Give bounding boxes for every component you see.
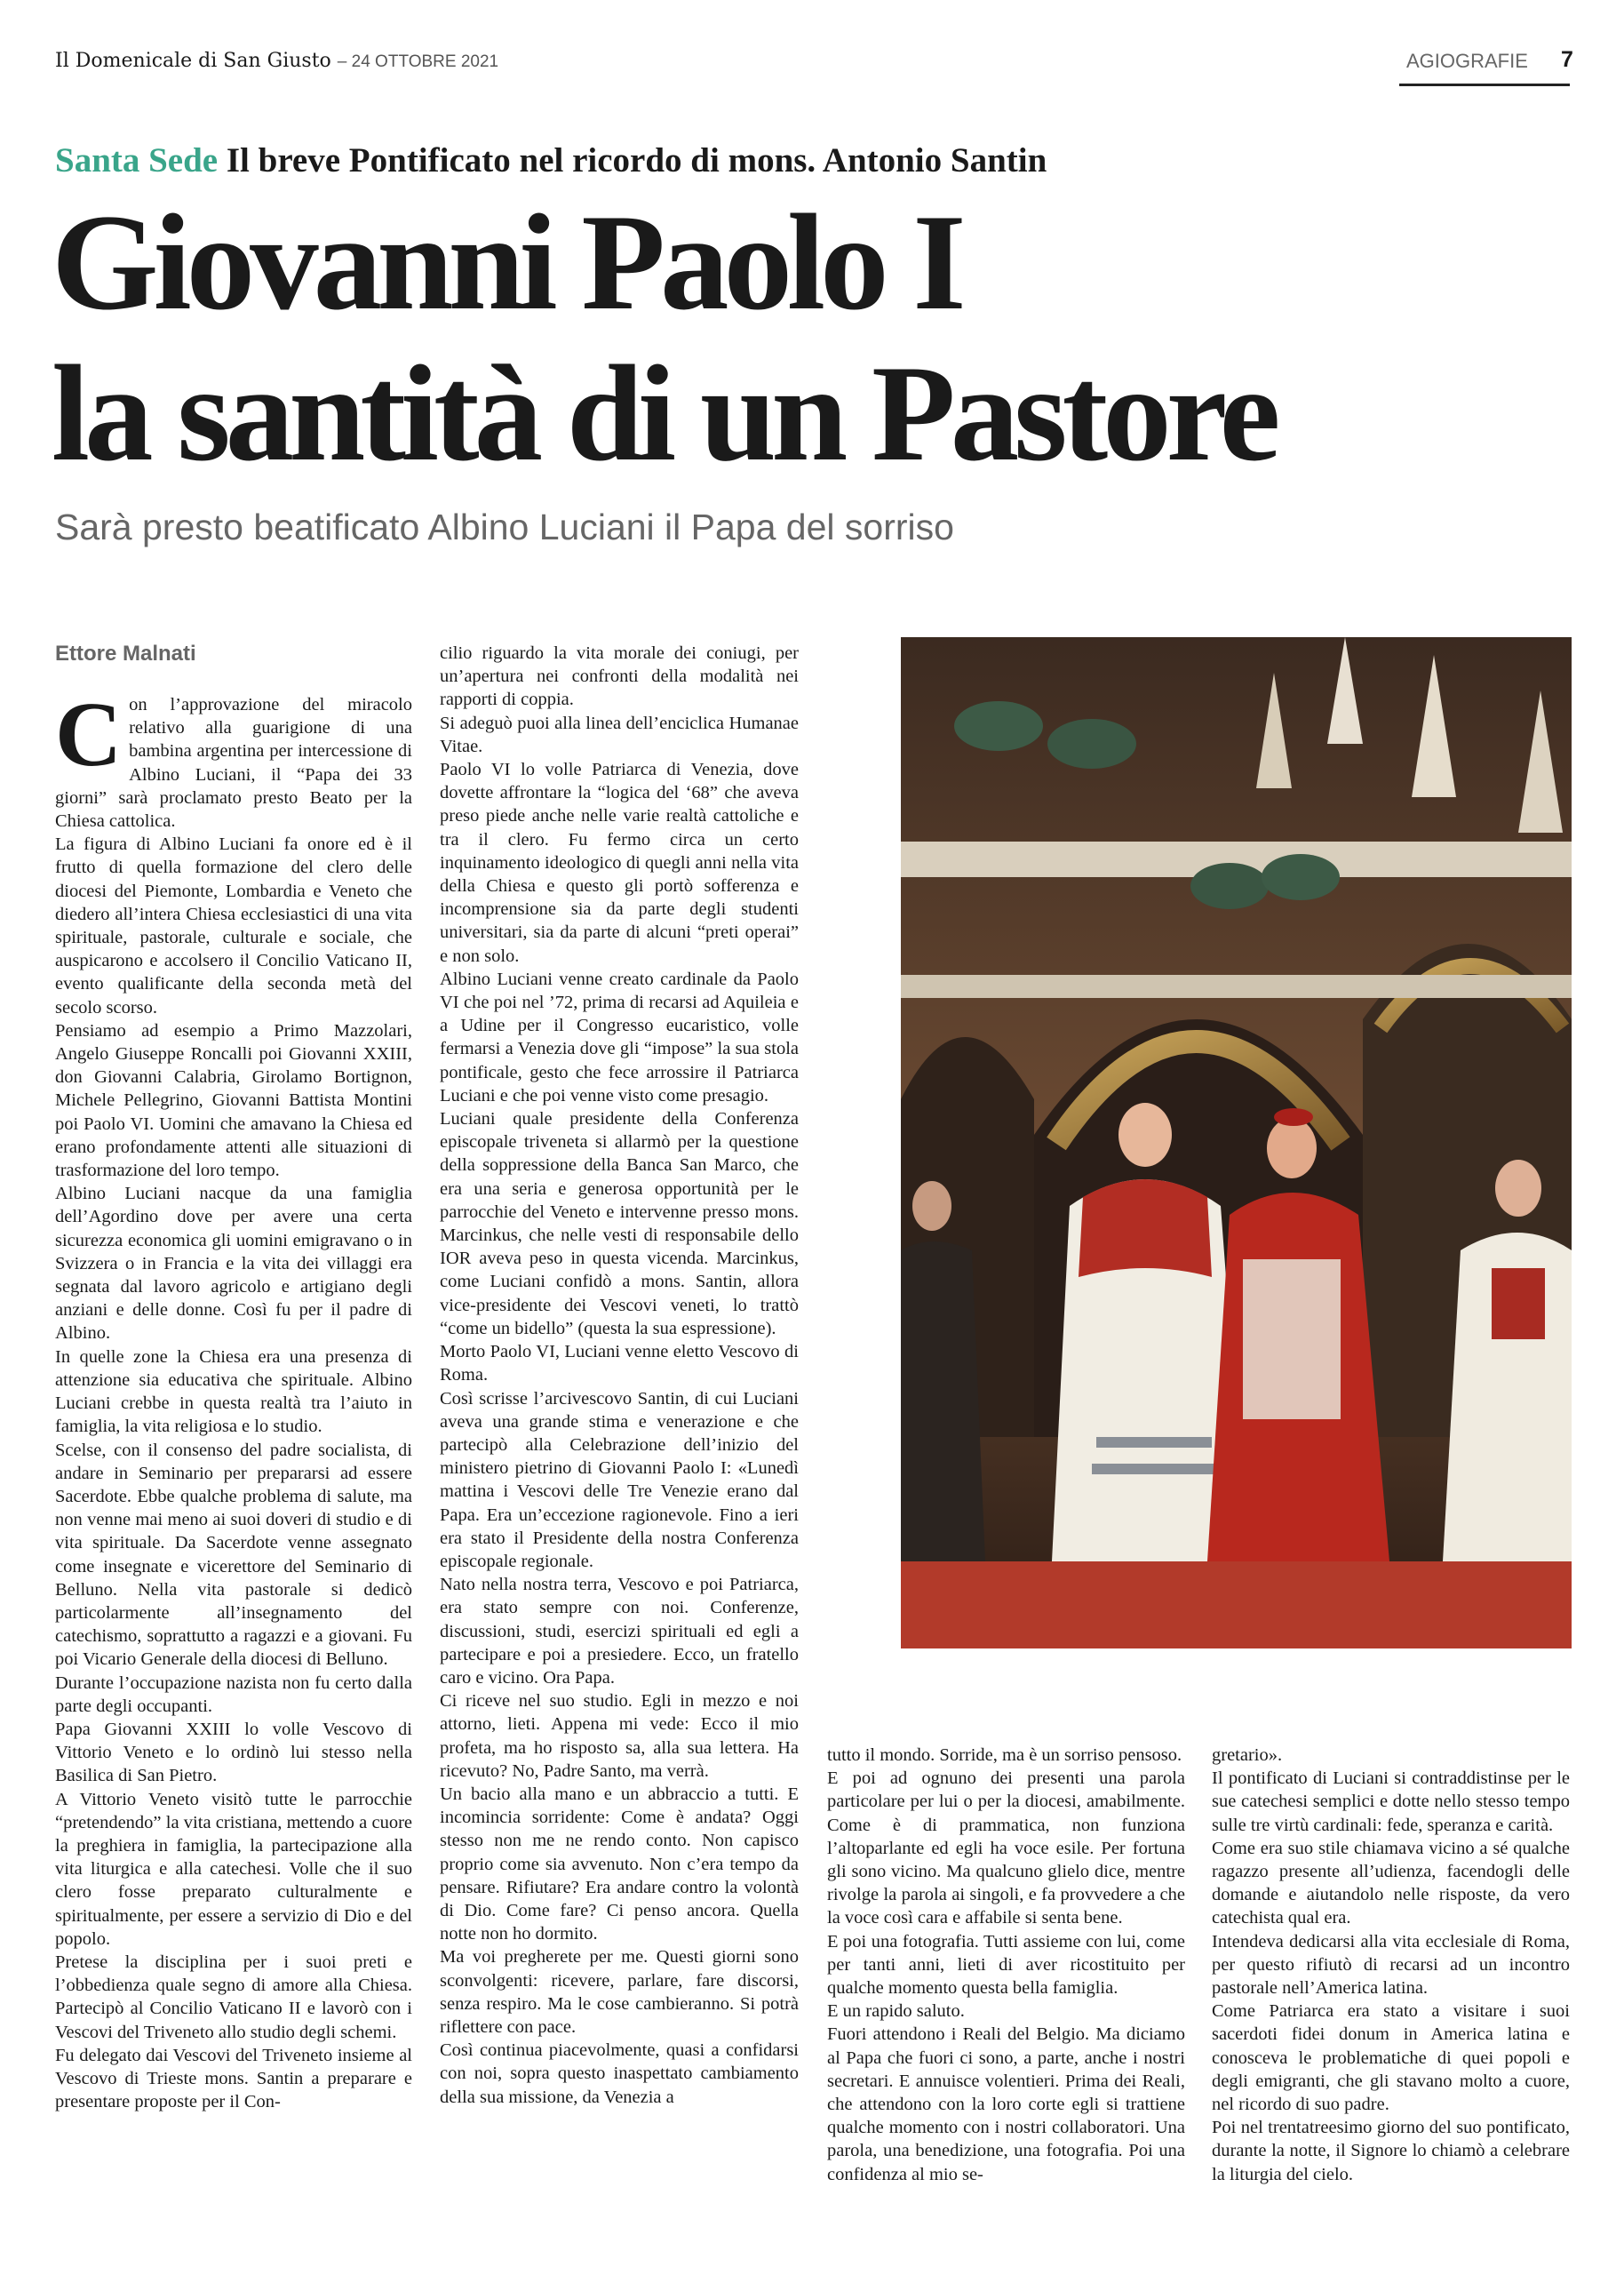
- text-column-3: [827, 1744, 1185, 2248]
- issue-date: – 24 OTTOBRE 2021: [337, 52, 499, 71]
- paragraph: Poi nel trentatreesimo giorno del suo pontificato, durante la notte, il Signore lo chiamò a celebrare la liturgia del cielo.: [1212, 2118, 1570, 2184]
- paragraph: Durante l’occupazione nazista non fu certo dalla parte degli occupanti.: [55, 1672, 412, 1716]
- paragraph: Il pontificato di Luciani si contraddistinse per le sue catechesi semplici e dotte nello stesso tempo sulle tre virtù cardinali: fede, speranza e carità.: [1212, 1768, 1570, 1835]
- text-column-1: [55, 683, 412, 2248]
- paragraph: Si adeguò puoi alla linea dell’enciclica Humanae Vitae.: [440, 713, 799, 756]
- masthead: [55, 50, 498, 72]
- paragraph: Così scrisse l’arcivescovo Santin, di cui Luciani aveva una grande stima e venerazione e che partecipò alla Celebrazione dell’inizio del ministero pietrino di Giovanni Paolo I: «Lunedì mattina i Vescovi delle Tre Venezie erano dal Papa. Era un’eccezione ragionevole. Fino a ieri era stato il Presidente della nostra Conferenza episcopale regionale.: [440, 1388, 799, 1571]
- paragraph: Nato nella nostra terra, Vescovo e poi Patriarca, era stato sempre con noi. Conferenze, discussioni, studi, esercizi spirituali ed egli a partecipare e poi a presiedere. Ecco, un fratello caro e vicino. Ora Papa.: [440, 1575, 799, 1688]
- paragraph: Albino Luciani venne creato cardinale da Paolo VI che poi nel ’72, prima di recarsi ad Aquileia e a Udine per il Congresso eucaristico, volle fermarsi a Venezia dove gli “impose” la sua stola pontificale, gesto che fece arrossire il Patriarca Luciani e che poi venne visto come presagio.: [440, 969, 799, 1106]
- drop-cap: C: [55, 683, 123, 786]
- photo-illustration: [901, 637, 1572, 1648]
- kicker: [55, 140, 1047, 180]
- text-column-2: [440, 642, 799, 2248]
- headline-line-1: Giovanni Paolo I: [52, 186, 961, 339]
- paragraph: Intendeva dedicarsi alla vita ecclesiale di Roma, per questo rifiutò di recarsi ad un incontro pastorale nell’America latina.: [1212, 1931, 1570, 1999]
- paragraph: In quelle zone la Chiesa era una presenza di attenzione sia educativa che spirituale. Albino Luciani crebbe in questa realtà tra l’aiuto in famiglia, la vita religiosa e lo studio.: [55, 1346, 412, 1437]
- paragraph: on l’approvazione del miracolo relativo alla guarigione di una bambina argentina per intercessione di Albino Luciani, il “Papa dei 33 giorni” sarà proclamato presto Beato per la Chiesa cattolica.: [55, 695, 412, 832]
- paragraph: A Vittorio Veneto visitò tutte le parrocchie “pretendendo” la vita cristiana, mettendo a cuore la preghiera in famiglia, la partecipazione alla vita liturgica e alla catechesi. Volle che il suo clero fosse preparato culturalmente e spiritualmente, per essere a servizio di Dio e del popolo.: [55, 1789, 412, 1949]
- paragraph: Come Patriarca era stato a visitare i suoi sacerdoti fidei donum in America latina e conosceva le problematiche di quei popoli e degli emigranti, che gli stavano molto a cuore, nel ricordo di suo padre.: [1212, 2001, 1570, 2115]
- paragraph: Scelse, con il consenso del padre socialista, di andare in Seminario per prepararsi ad essere Sacerdote. Ebbe qualche problema di salute, ma non venne mai meno ai suoi doveri di studio e di vita spirituale. Da Sacerdote venne assegnato come insegnate e vicerettore del Seminario di Belluno. Nella vita pastorale si dedicò particolarmente all’insegnamento del catechismo, soprattutto a ragazzi e a giovani. Fu poi Vicario Generale della diocesi di Belluno.: [55, 1440, 412, 1670]
- paragraph: Luciani quale presidente della Conferenza episcopale triveneta si allarmò per la questione della soppressione della Banca San Marco, che era una seria e generosa opportunità per le parrocchie del Veneto e intervenne presso mons. Marcinkus, che nelle vesti di responsabile dello IOR aveva peso in questa vicenda. Marcinkus, come Luciani confidò a mons. Santin, allora vice-presidente dei Vescovi veneti, lo trattò “come un bidello” (questa la sua espressione).: [440, 1109, 799, 1338]
- paragraph: E poi ad ognuno dei presenti una parola particolare per lui o per la diocesi, amabilmente. Come è di prammatica, non funziona l’altoparlante ed egli ha voce esile. Per fortuna gli sono vicino. Ma qualcuno glielo dice, mentre rivolge la parola ai singoli, e fa provvedere a che la voce così cara e affabile si senta bene.: [827, 1768, 1185, 1928]
- paragraph: Come era suo stile chiamava vicino a sé qualche ragazzo presente all’udienza, facendogli delle domande e aiutandolo nelle risposte, da vero catechista qual era.: [1212, 1838, 1570, 1928]
- paragraph: Papa Giovanni XXIII lo volle Vescovo di Vittorio Veneto e lo ordinò lui stesso nella Basilica di San Pietro.: [55, 1719, 412, 1786]
- paragraph: Pretese la disciplina per i suoi preti e l’obbedienza quale segno di amore alla Chiesa. Partecipò al Concilio Vaticano II e lavorò con i Vescovi del Triveneto allo studio degli schemi.: [55, 1952, 412, 2042]
- kicker-section: Santa Sede: [55, 141, 219, 180]
- paragraph: E un rapido saluto.: [827, 2001, 965, 2022]
- article-photo: [901, 637, 1572, 1648]
- paragraph: Albino Luciani nacque da una famiglia dell’Agordino dove per avere una certa sicurezza economica gli uomini emigravano o in Svizzera o in Francia e la vita dei villaggi era segnata dal lavoro agricolo e artigiano degli anziani e delle donne. Così fu per il padre di Albino.: [55, 1184, 412, 1344]
- paragraph: La figura di Albino Luciani fa onore ed è il frutto di quella formazione del clero delle diocesi del Piemonte, Lombardia e Veneto che diedero all’intera Chiesa ecclesiastici di una vita spirituale, pastorale, culturale e sociale, che auspicarono e accolsero il Concilio Vaticano II, evento qualificante della seconda metà del secolo scorso.: [55, 834, 412, 1018]
- paragraph: Ma voi pregherete per me. Questi giorni sono sconvolgenti: ricevere, parlare, fare discorsi, senza respiro. Ma le cose cambieranno. Si potrà riflettere con pace.: [440, 1947, 799, 2037]
- headline-line-2: la santità di un Pastore: [52, 337, 1276, 490]
- paragraph: Morto Paolo VI, Luciani venne eletto Vescovo di Roma.: [440, 1342, 799, 1385]
- header-rule: [1399, 84, 1570, 86]
- paragraph: tutto il mondo. Sorride, ma è un sorriso pensoso.: [827, 1745, 1182, 1765]
- kicker-text: Il breve Pontificato nel ricordo di mons. Antonio Santin: [226, 141, 1047, 180]
- paragraph: gretario».: [1212, 1745, 1283, 1765]
- paragraph: Così continua piacevolmente, quasi a confidarsi con noi, sopra questo inaspettato cambiamento della sua missione, da Venezia a: [440, 2040, 799, 2107]
- paragraph: Ci riceve nel suo studio. Egli in mezzo e noi attorno, lieti. Appena mi vede: Ecco il mio profeta, ma ho risposto sa, alla sua lettera. Ha ricevuto? No, Padre Santo, ma verrà.: [440, 1691, 799, 1781]
- subheadline: Sarà presto beatificato Albino Luciani il Papa del sorriso: [55, 507, 954, 547]
- section-label: AGIOGRAFIE: [1406, 50, 1528, 72]
- paragraph: Pensiamo ad esempio a Primo Mazzolari, Angelo Giuseppe Roncalli poi Giovanni XXIII, don Giovanni Calabria, Girolamo Bortignon, Michele Pellegrino, Giovanni Battista Montini poi Paolo VI. Uomini che amavano la Chiesa ed erano profondamente attenti alle situazioni di trasformazione del loro tempo.: [55, 1020, 412, 1181]
- text-column-4: [1212, 1744, 1570, 2248]
- paragraph: E poi una fotografia. Tutti assieme con lui, come per tanti anni, lieti di aver ricostituito per qualche momento questa bella famiglia.: [827, 1931, 1185, 1999]
- page-number: 7: [1561, 47, 1573, 72]
- paragraph: Fu delegato dai Vescovi del Triveneto insieme al Vescovo di Trieste mons. Santin a preparare e presentare proposte per il Con-: [55, 2045, 412, 2112]
- headline: [52, 187, 1275, 489]
- paragraph: Fuori attendono i Reali del Belgio. Ma diciamo al Papa che fuori ci sono, a parte, anche i nostri secretari. E annuisce volentieri. Prima dei Reali, che attendono con la loro corte egli si trattiene qualche momento con i nostri collaboratori. Una parola, una benedizione, una fotografia. Poi una confidenza al mio se-: [827, 2024, 1185, 2184]
- paragraph: Paolo VI lo volle Patriarca di Venezia, dove dovette affrontare la “logica del ‘68” che aveva preso piede anche nelle varie realtà cattoliche e tra il clero. Fu fermo circa un certo inquinamento ideologico di quegli anni nella vita della Chiesa e questo gli portò sofferenza e incomprensione sia da parte degli studenti universitari, sia da parte di alcuni “preti operai” e non solo.: [440, 760, 799, 966]
- paragraph: cilio riguardo la vita morale dei coniugi, per un’apertura nei confronti della modalità nei rapporti di coppia.: [440, 643, 799, 710]
- paragraph: Un bacio alla mano e un abbraccio a tutti. E incomincia sorridente: Come è andata? Oggi stesso non me ne rendo conto. Non capisco proprio come sia avvenuto. Non c’era tempo da pensare. Rifiutare? Era andare contro la volontà di Dio. Come fare? Ci penso ancora. Quella notte non ho dormito.: [440, 1784, 799, 1944]
- newspaper-name: Il Domenicale di San Giusto: [55, 50, 331, 72]
- author-byline: Ettore Malnati: [55, 642, 196, 666]
